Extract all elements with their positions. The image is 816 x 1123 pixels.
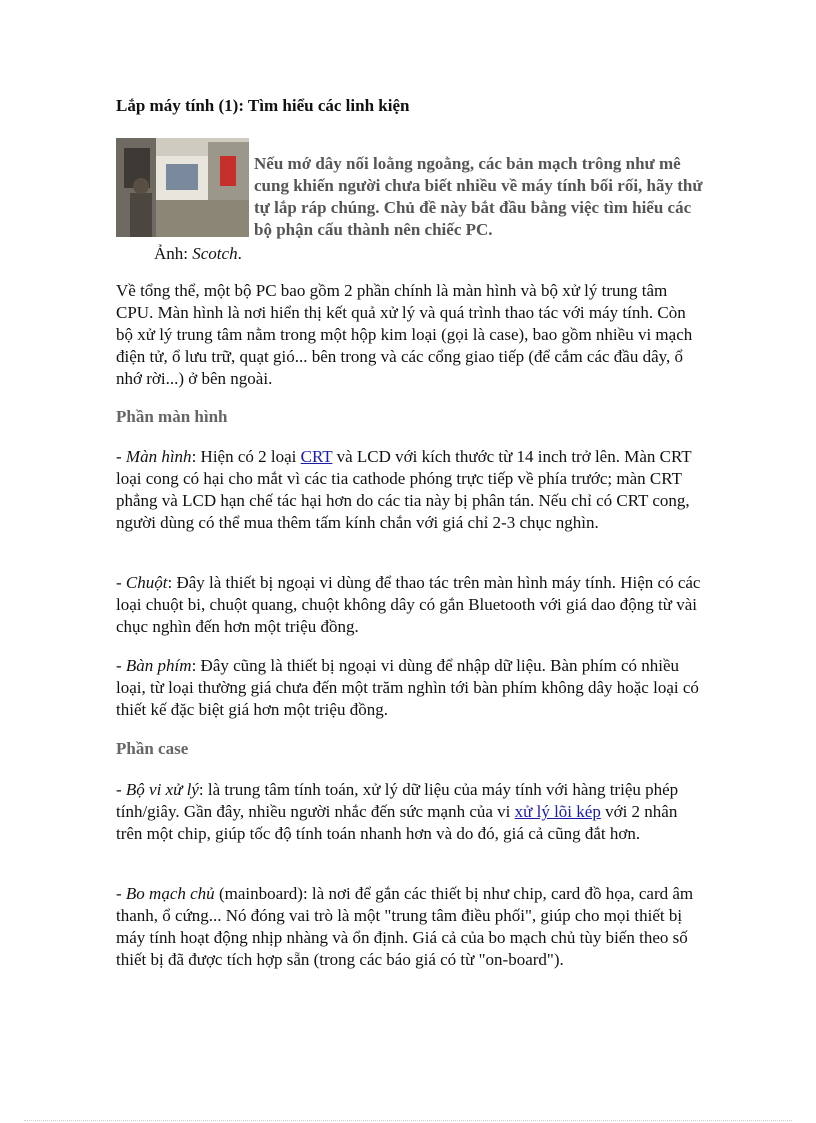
term-keyboard: Bàn phím — [125, 656, 192, 675]
bullet-dash: - — [116, 884, 126, 903]
paragraph-keyboard — [116, 655, 701, 721]
intro-paragraph: Về tổng thể, một bộ PC bao gồm 2 phần chính là màn hình và bộ xử lý trung tâm CPU. Màn hình là nơi hiển thị kết quả xử lý và quá trình thao tác với máy tính. Còn bộ xử lý trung tâm nằm trong một hộp kim loại (gọi là case), bao gồm nhiều vi mạch điện tử, ổ lưu trữ, quạt gió... bên trong và các cổng giao tiếp (để cắm các đầu dây, ổ nhớ rời...) ở bên ngoài. — [116, 281, 693, 388]
photo-caption — [154, 244, 242, 264]
article-lead: Nếu mớ dây nối loằng ngoằng, các bản mạch trông như mê cung khiến người chưa biết nhiều về máy tính bối rối, hãy thử tự lắp ráp chúng. Chủ đề này bắt đầu bằng việc tìm hiểu các bộ phận cấu thành nên chiếc PC. — [254, 154, 703, 239]
link-dual-core[interactable]: xử lý lõi kép — [514, 802, 601, 821]
caption-source: Scotch — [192, 244, 238, 263]
monitor-text-b: và LCD với kích thước từ 14 inch trở lên. Màn CRT loại cong có hại cho mắt vì các tia cathode phóng trực tiếp về phía trước; màn CRT phẳng và LCD hạn chế tác hại hơn do các tia này bị phân tán. Nếu chỉ có CRT cong, người dùng có thể mua thêm tấm kính chắn với giá chỉ 2-3 chục nghìn. — [116, 447, 692, 532]
paragraph-monitor — [116, 446, 701, 534]
caption-prefix: Ảnh: — [154, 244, 193, 263]
bullet-dash: - — [116, 573, 126, 592]
term-monitor: Màn hình — [125, 447, 192, 466]
mainboard-text: (mainboard): là nơi để gắn các thiết bị như chip, card đồ họa, card âm thanh, ổ cứng... Nó đóng vai trò là một "trung tâm điều phối", giúp cho mọi thiết bị máy tính hoạt động nhịp nhàng và ổn định. Giá cả của bo mạch chủ tùy biến theo số thiết bị đã được tích hợp sẵn (trong các báo giá có từ "on-board"). — [116, 884, 694, 969]
paragraph-cpu — [116, 779, 701, 845]
term-cpu: Bộ vi xử lý — [125, 780, 199, 799]
paragraph-mouse — [116, 572, 701, 638]
term-mainboard: Bo mạch chủ — [125, 884, 215, 903]
section-heading-monitor: Phần màn hình — [116, 407, 228, 426]
article-title: Lắp máy tính (1): Tìm hiểu các linh kiện — [116, 96, 410, 115]
link-crt[interactable]: CRT — [300, 447, 333, 466]
page-bottom-divider — [24, 1120, 792, 1121]
keyboard-text: : Đây cũng là thiết bị ngoại vi dùng để nhập dữ liệu. Bàn phím có nhiều loại, từ loại thường giá chưa đến một trăm nghìn tới bàn phím không dây hoặc loại có thiết kế đặc biệt giá hơn một triệu đồng. — [116, 656, 699, 719]
bullet-dash: - — [116, 780, 126, 799]
cpu-text-b: với 2 nhân trên một chip, giúp tốc độ tính toán nhanh hơn và do đó, giá cả cũng đắt hơn. — [116, 802, 678, 843]
bullet-dash: - — [116, 447, 126, 466]
article-photo — [116, 138, 249, 237]
photo-image — [116, 138, 249, 237]
mouse-text: : Đây là thiết bị ngoại vi dùng để thao tác trên màn hình máy tính. Hiện có các loại chuột bi, chuột quang, chuột không dây có gắn Bluetooth với giá dao động từ vài chục nghìn đến hơn một triệu đồng. — [116, 573, 701, 636]
bullet-dash: - — [116, 656, 126, 675]
cpu-text-a: : là trung tâm tính toán, xử lý dữ liệu của máy tính với hàng triệu phép tính/giây. Gần đây, nhiều người nhắc đến sức mạnh của vi — [116, 780, 679, 821]
term-mouse: Chuột — [125, 573, 168, 592]
monitor-text-a: : Hiện có 2 loại — [191, 447, 301, 466]
section-heading-case: Phần case — [116, 739, 189, 758]
caption-suffix: . — [237, 244, 242, 263]
paragraph-mainboard — [116, 883, 701, 971]
